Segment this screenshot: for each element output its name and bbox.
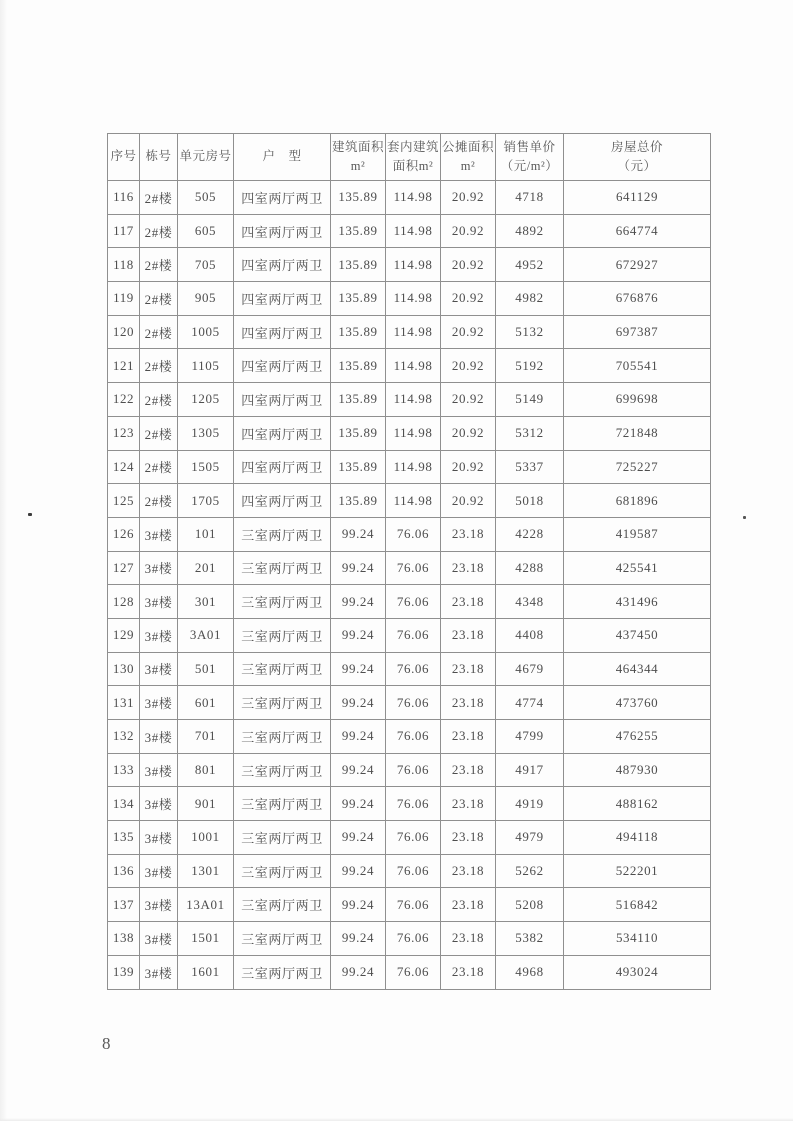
cell-total_price: 487930: [564, 753, 711, 787]
table-row: [108, 450, 711, 484]
cell-shared_area_m2: 23.18: [441, 686, 496, 720]
cell-serial: 135: [108, 821, 140, 855]
table-row: [108, 652, 711, 686]
cell-unit_price: 5262: [496, 854, 564, 888]
cell-serial: 116: [108, 181, 140, 215]
cell-unit_price: 5192: [496, 349, 564, 383]
column-header-inner_area_m2: 套内建筑 面积m²: [386, 134, 441, 181]
cell-serial: 133: [108, 753, 140, 787]
cell-inner_area_m2: 76.06: [386, 753, 441, 787]
cell-shared_area_m2: 23.18: [441, 517, 496, 551]
cell-building: 2#楼: [140, 181, 178, 215]
cell-shared_area_m2: 23.18: [441, 585, 496, 619]
cell-building: 3#楼: [140, 551, 178, 585]
cell-shared_area_m2: 20.92: [441, 450, 496, 484]
cell-layout: 三室两厅两卫: [234, 854, 331, 888]
cell-shared_area_m2: 20.92: [441, 349, 496, 383]
cell-unit_room: 1501: [178, 922, 234, 956]
cell-inner_area_m2: 76.06: [386, 517, 441, 551]
cell-shared_area_m2: 23.18: [441, 854, 496, 888]
cell-unit_price: 4408: [496, 618, 564, 652]
cell-layout: 四室两厅两卫: [234, 181, 331, 215]
cell-layout: 三室两厅两卫: [234, 618, 331, 652]
cell-inner_area_m2: 76.06: [386, 955, 441, 989]
cell-unit_room: 705: [178, 248, 234, 282]
table-row: [108, 686, 711, 720]
cell-floor_area_m2: 99.24: [331, 922, 386, 956]
cell-layout: 三室两厅两卫: [234, 955, 331, 989]
cell-shared_area_m2: 23.18: [441, 652, 496, 686]
table-row: [108, 888, 711, 922]
table-row: [108, 720, 711, 754]
cell-total_price: 516842: [564, 888, 711, 922]
table-row: [108, 248, 711, 282]
cell-inner_area_m2: 114.98: [386, 450, 441, 484]
cell-inner_area_m2: 114.98: [386, 484, 441, 518]
table-row: [108, 618, 711, 652]
cell-building: 3#楼: [140, 888, 178, 922]
table-row: [108, 484, 711, 518]
cell-serial: 129: [108, 618, 140, 652]
cell-inner_area_m2: 76.06: [386, 652, 441, 686]
cell-floor_area_m2: 135.89: [331, 416, 386, 450]
cell-serial: 125: [108, 484, 140, 518]
cell-unit_price: 5382: [496, 922, 564, 956]
cell-inner_area_m2: 114.98: [386, 383, 441, 417]
cell-floor_area_m2: 99.24: [331, 551, 386, 585]
cell-building: 3#楼: [140, 787, 178, 821]
cell-layout: 三室两厅两卫: [234, 821, 331, 855]
cell-serial: 117: [108, 214, 140, 248]
cell-inner_area_m2: 76.06: [386, 686, 441, 720]
cell-building: 3#楼: [140, 955, 178, 989]
cell-inner_area_m2: 76.06: [386, 854, 441, 888]
cell-layout: 三室两厅两卫: [234, 652, 331, 686]
cell-building: 3#楼: [140, 686, 178, 720]
cell-floor_area_m2: 135.89: [331, 484, 386, 518]
cell-serial: 137: [108, 888, 140, 922]
cell-inner_area_m2: 114.98: [386, 214, 441, 248]
cell-serial: 132: [108, 720, 140, 754]
cell-unit_price: 4982: [496, 282, 564, 316]
cell-serial: 120: [108, 315, 140, 349]
cell-inner_area_m2: 114.98: [386, 181, 441, 215]
cell-unit_price: 4968: [496, 955, 564, 989]
table-row: [108, 753, 711, 787]
table-row: [108, 282, 711, 316]
cell-unit_price: 5312: [496, 416, 564, 450]
cell-total_price: 705541: [564, 349, 711, 383]
cell-shared_area_m2: 20.92: [441, 282, 496, 316]
cell-floor_area_m2: 99.24: [331, 618, 386, 652]
cell-unit_price: 5132: [496, 315, 564, 349]
cell-serial: 127: [108, 551, 140, 585]
cell-unit_price: 4979: [496, 821, 564, 855]
cell-building: 2#楼: [140, 450, 178, 484]
cell-floor_area_m2: 135.89: [331, 181, 386, 215]
cell-unit_price: 4952: [496, 248, 564, 282]
column-header-shared_area_m2: 公摊面积 m²: [441, 134, 496, 181]
column-header-total_price: 房屋总价 （元）: [564, 134, 711, 181]
cell-building: 2#楼: [140, 383, 178, 417]
cell-layout: 四室两厅两卫: [234, 349, 331, 383]
cell-floor_area_m2: 135.89: [331, 450, 386, 484]
cell-floor_area_m2: 99.24: [331, 787, 386, 821]
cell-inner_area_m2: 76.06: [386, 720, 441, 754]
cell-unit_price: 5018: [496, 484, 564, 518]
cell-unit_room: 1705: [178, 484, 234, 518]
cell-floor_area_m2: 135.89: [331, 349, 386, 383]
cell-total_price: 419587: [564, 517, 711, 551]
cell-inner_area_m2: 114.98: [386, 248, 441, 282]
cell-unit_room: 1301: [178, 854, 234, 888]
scan-speck-right: [743, 516, 746, 519]
cell-building: 2#楼: [140, 484, 178, 518]
table-row: [108, 383, 711, 417]
cell-inner_area_m2: 76.06: [386, 585, 441, 619]
cell-total_price: 725227: [564, 450, 711, 484]
cell-building: 3#楼: [140, 517, 178, 551]
table-row: [108, 315, 711, 349]
cell-serial: 134: [108, 787, 140, 821]
page-number: 8: [102, 1034, 112, 1053]
cell-total_price: 672927: [564, 248, 711, 282]
cell-inner_area_m2: 76.06: [386, 787, 441, 821]
table-row: [108, 922, 711, 956]
table-row: [108, 821, 711, 855]
cell-total_price: 681896: [564, 484, 711, 518]
cell-layout: 三室两厅两卫: [234, 585, 331, 619]
cell-floor_area_m2: 135.89: [331, 214, 386, 248]
cell-shared_area_m2: 20.92: [441, 214, 496, 248]
cell-inner_area_m2: 114.98: [386, 349, 441, 383]
cell-inner_area_m2: 76.06: [386, 551, 441, 585]
scan-speck-left: [28, 513, 32, 516]
cell-layout: 三室两厅两卫: [234, 720, 331, 754]
cell-unit_room: 1505: [178, 450, 234, 484]
cell-shared_area_m2: 23.18: [441, 753, 496, 787]
cell-layout: 四室两厅两卫: [234, 450, 331, 484]
cell-unit_price: 4892: [496, 214, 564, 248]
cell-unit_room: 1305: [178, 416, 234, 450]
cell-floor_area_m2: 135.89: [331, 248, 386, 282]
cell-unit_room: 301: [178, 585, 234, 619]
cell-unit_room: 1205: [178, 383, 234, 417]
cell-unit_price: 4718: [496, 181, 564, 215]
cell-building: 3#楼: [140, 652, 178, 686]
cell-unit_price: 4228: [496, 517, 564, 551]
table-row: [108, 787, 711, 821]
cell-serial: 121: [108, 349, 140, 383]
cell-inner_area_m2: 76.06: [386, 922, 441, 956]
cell-layout: 三室两厅两卫: [234, 753, 331, 787]
cell-layout: 三室两厅两卫: [234, 787, 331, 821]
cell-serial: 128: [108, 585, 140, 619]
cell-layout: 四室两厅两卫: [234, 383, 331, 417]
cell-unit_price: 4919: [496, 787, 564, 821]
cell-layout: 四室两厅两卫: [234, 484, 331, 518]
cell-total_price: 641129: [564, 181, 711, 215]
cell-layout: 四室两厅两卫: [234, 248, 331, 282]
table-row: [108, 181, 711, 215]
cell-unit_price: 4679: [496, 652, 564, 686]
cell-shared_area_m2: 23.18: [441, 821, 496, 855]
table-body: [108, 181, 711, 990]
cell-floor_area_m2: 135.89: [331, 383, 386, 417]
table-header-row: [108, 134, 711, 181]
cell-inner_area_m2: 76.06: [386, 618, 441, 652]
cell-serial: 139: [108, 955, 140, 989]
cell-serial: 119: [108, 282, 140, 316]
cell-serial: 123: [108, 416, 140, 450]
cell-unit_room: 1105: [178, 349, 234, 383]
cell-unit_room: 801: [178, 753, 234, 787]
column-header-building: 栋号: [140, 134, 178, 181]
cell-serial: 118: [108, 248, 140, 282]
cell-total_price: 522201: [564, 854, 711, 888]
cell-unit_room: 13A01: [178, 888, 234, 922]
cell-total_price: 464344: [564, 652, 711, 686]
cell-floor_area_m2: 99.24: [331, 585, 386, 619]
cell-building: 3#楼: [140, 854, 178, 888]
cell-building: 2#楼: [140, 214, 178, 248]
table-row: [108, 349, 711, 383]
cell-serial: 124: [108, 450, 140, 484]
cell-layout: 四室两厅两卫: [234, 214, 331, 248]
cell-unit_room: 101: [178, 517, 234, 551]
cell-shared_area_m2: 23.18: [441, 618, 496, 652]
cell-total_price: 493024: [564, 955, 711, 989]
cell-floor_area_m2: 99.24: [331, 854, 386, 888]
cell-shared_area_m2: 20.92: [441, 416, 496, 450]
cell-unit_room: 505: [178, 181, 234, 215]
cell-total_price: 664774: [564, 214, 711, 248]
cell-unit_room: 905: [178, 282, 234, 316]
cell-serial: 138: [108, 922, 140, 956]
cell-floor_area_m2: 99.24: [331, 686, 386, 720]
cell-unit_price: 5208: [496, 888, 564, 922]
cell-unit_price: 4917: [496, 753, 564, 787]
cell-unit_room: 901: [178, 787, 234, 821]
column-header-unit_price: 销售单价 （元/m²）: [496, 134, 564, 181]
cell-shared_area_m2: 20.92: [441, 484, 496, 518]
cell-layout: 四室两厅两卫: [234, 282, 331, 316]
cell-building: 2#楼: [140, 282, 178, 316]
column-header-layout: 户 型: [234, 134, 331, 181]
cell-inner_area_m2: 114.98: [386, 282, 441, 316]
cell-total_price: 473760: [564, 686, 711, 720]
cell-unit_room: 601: [178, 686, 234, 720]
table-row: [108, 517, 711, 551]
table-row: [108, 214, 711, 248]
column-header-serial: 序号: [108, 134, 140, 181]
cell-total_price: 534110: [564, 922, 711, 956]
cell-layout: 三室两厅两卫: [234, 686, 331, 720]
column-header-floor_area_m2: 建筑面积 m²: [331, 134, 386, 181]
cell-unit_room: 1001: [178, 821, 234, 855]
cell-building: 2#楼: [140, 248, 178, 282]
cell-inner_area_m2: 114.98: [386, 315, 441, 349]
cell-floor_area_m2: 99.24: [331, 753, 386, 787]
cell-shared_area_m2: 20.92: [441, 383, 496, 417]
cell-layout: 三室两厅两卫: [234, 922, 331, 956]
cell-serial: 126: [108, 517, 140, 551]
table-row: [108, 551, 711, 585]
cell-building: 3#楼: [140, 922, 178, 956]
cell-floor_area_m2: 135.89: [331, 315, 386, 349]
cell-building: 3#楼: [140, 585, 178, 619]
cell-floor_area_m2: 99.24: [331, 720, 386, 754]
cell-total_price: 425541: [564, 551, 711, 585]
cell-layout: 四室两厅两卫: [234, 315, 331, 349]
column-header-unit_room: 单元房号: [178, 134, 234, 181]
cell-floor_area_m2: 99.24: [331, 888, 386, 922]
cell-inner_area_m2: 76.06: [386, 888, 441, 922]
cell-total_price: 699698: [564, 383, 711, 417]
cell-total_price: 494118: [564, 821, 711, 855]
cell-shared_area_m2: 23.18: [441, 888, 496, 922]
cell-serial: 122: [108, 383, 140, 417]
cell-unit_price: 5337: [496, 450, 564, 484]
cell-building: 3#楼: [140, 720, 178, 754]
housing-price-table: [107, 133, 711, 990]
cell-floor_area_m2: 99.24: [331, 517, 386, 551]
cell-building: 2#楼: [140, 349, 178, 383]
cell-unit_price: 4799: [496, 720, 564, 754]
cell-layout: 四室两厅两卫: [234, 416, 331, 450]
cell-total_price: 476255: [564, 720, 711, 754]
cell-serial: 136: [108, 854, 140, 888]
cell-unit_room: 1005: [178, 315, 234, 349]
cell-shared_area_m2: 23.18: [441, 720, 496, 754]
cell-unit_price: 4288: [496, 551, 564, 585]
table-row: [108, 416, 711, 450]
cell-unit_room: 701: [178, 720, 234, 754]
cell-floor_area_m2: 135.89: [331, 282, 386, 316]
cell-building: 2#楼: [140, 315, 178, 349]
cell-unit_room: 201: [178, 551, 234, 585]
cell-inner_area_m2: 114.98: [386, 416, 441, 450]
cell-shared_area_m2: 23.18: [441, 922, 496, 956]
cell-unit_price: 4774: [496, 686, 564, 720]
cell-unit_room: 501: [178, 652, 234, 686]
cell-total_price: 697387: [564, 315, 711, 349]
cell-building: 3#楼: [140, 821, 178, 855]
cell-unit_price: 5149: [496, 383, 564, 417]
cell-shared_area_m2: 23.18: [441, 551, 496, 585]
cell-shared_area_m2: 23.18: [441, 955, 496, 989]
cell-total_price: 431496: [564, 585, 711, 619]
cell-total_price: 721848: [564, 416, 711, 450]
cell-layout: 三室两厅两卫: [234, 551, 331, 585]
cell-unit_room: 605: [178, 214, 234, 248]
table-header: [108, 134, 711, 181]
table-row: [108, 585, 711, 619]
cell-building: 3#楼: [140, 753, 178, 787]
cell-floor_area_m2: 99.24: [331, 652, 386, 686]
cell-shared_area_m2: 20.92: [441, 181, 496, 215]
cell-layout: 三室两厅两卫: [234, 888, 331, 922]
cell-floor_area_m2: 99.24: [331, 955, 386, 989]
table-row: [108, 854, 711, 888]
cell-unit_price: 4348: [496, 585, 564, 619]
table-row: [108, 955, 711, 989]
cell-floor_area_m2: 99.24: [331, 821, 386, 855]
cell-shared_area_m2: 20.92: [441, 315, 496, 349]
cell-shared_area_m2: 23.18: [441, 787, 496, 821]
cell-unit_room: 3A01: [178, 618, 234, 652]
cell-total_price: 488162: [564, 787, 711, 821]
cell-serial: 130: [108, 652, 140, 686]
cell-total_price: 676876: [564, 282, 711, 316]
cell-building: 3#楼: [140, 618, 178, 652]
cell-inner_area_m2: 76.06: [386, 821, 441, 855]
cell-unit_room: 1601: [178, 955, 234, 989]
cell-serial: 131: [108, 686, 140, 720]
cell-total_price: 437450: [564, 618, 711, 652]
cell-layout: 三室两厅两卫: [234, 517, 331, 551]
cell-shared_area_m2: 20.92: [441, 248, 496, 282]
cell-building: 2#楼: [140, 416, 178, 450]
